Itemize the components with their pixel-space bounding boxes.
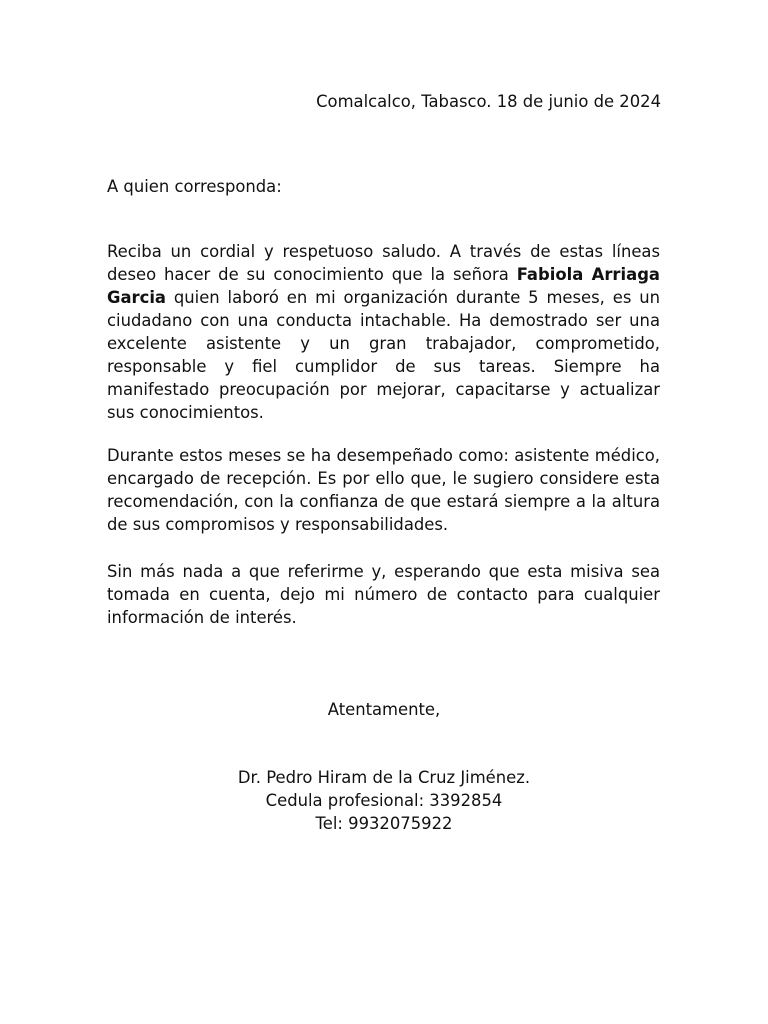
paragraph-intro-text-end: quien laboró en mi organización durante 5 meses, es un ciudadano con una conducta intachable. Ha demostrado ser una excelente asistente y un gran trabajador, comprometido, responsable y fiel cumplidor de sus tareas. Siempre ha manifestado preocupación por mejorar, capacitarse y actualizar sus conocimientos. [107, 288, 660, 422]
paragraph-intro [107, 240, 660, 424]
signer-name: Dr. Pedro Hiram de la Cruz Jiménez. [237, 768, 531, 787]
closing: Atentamente, [327, 700, 441, 719]
greeting: A quien corresponda: [107, 177, 282, 196]
signature-block [0, 766, 768, 835]
phone-number: Tel: 9932075922 [315, 814, 453, 833]
employee-name: Fabiola Arriaga Garcia [107, 265, 660, 307]
paragraph-duties: Durante estos meses se ha desempeñado como: asistente médico, encargado de recepción. Es por ello que, le sugiero considere esta recomendación, con la confianza de que estará siempre a la altura de sus compromisos y responsabilidades. [107, 446, 660, 534]
paragraph-intro-text-start: Reciba un cordial y respetuoso saludo. A través de estas líneas deseo hacer de su conocimiento que la señora [107, 242, 660, 284]
date-line: Comalcalco, Tabasco. 18 de junio de 2024 [316, 92, 661, 111]
paragraph-contact: Sin más nada a que referirme y, esperando que esta misiva sea tomada en cuenta, dejo mi número de contacto para cualquier información de interés. [107, 562, 660, 627]
professional-license: Cedula profesional: 3392854 [265, 791, 503, 810]
